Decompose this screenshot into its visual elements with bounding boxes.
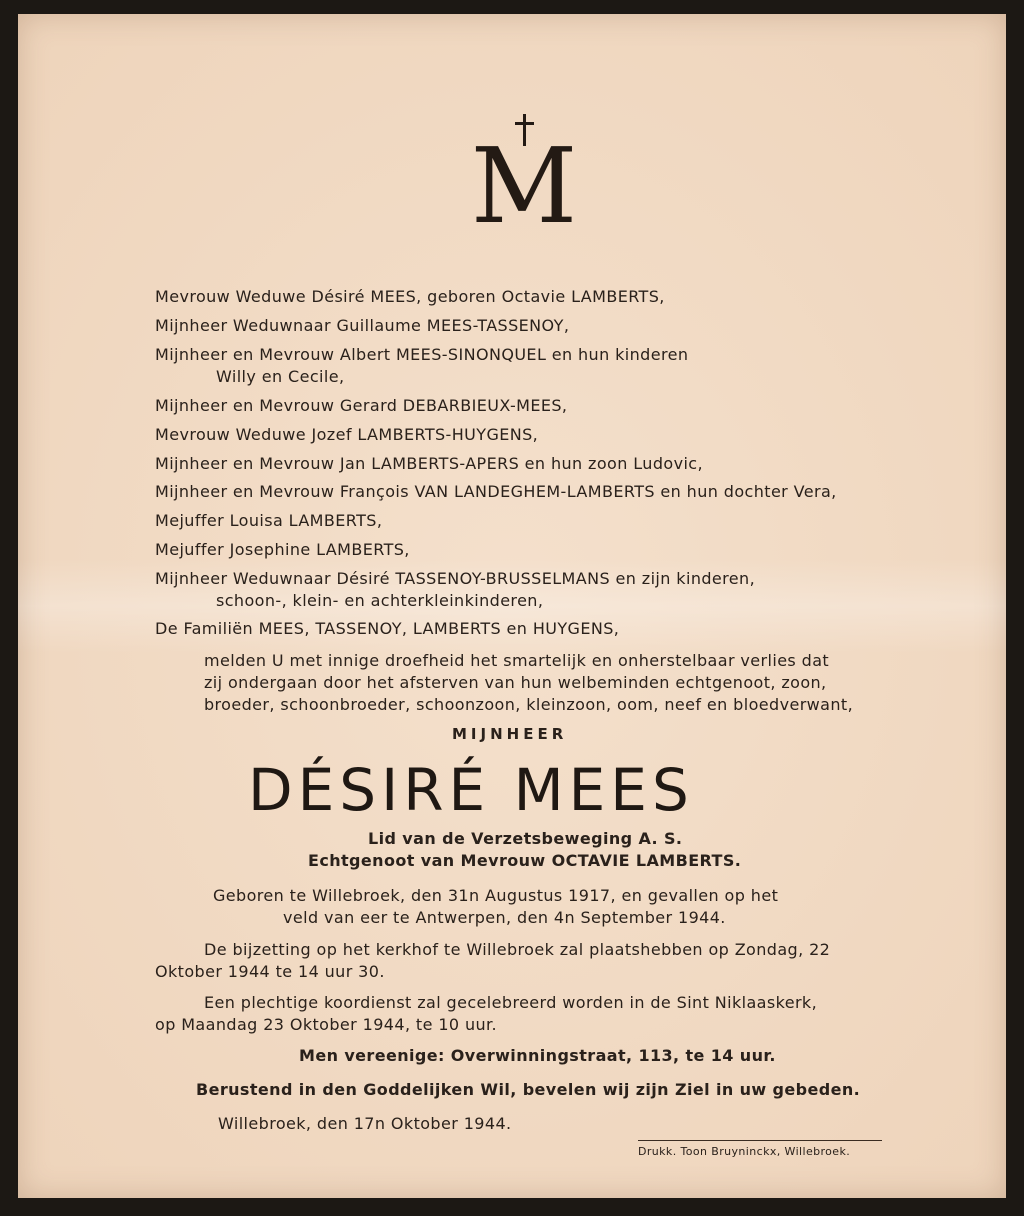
birth-line: Geboren te Willebroek, den 31n Augustus 1917, en gevallen op het xyxy=(213,886,779,905)
burial-line: Oktober 1944 te 14 uur 30. xyxy=(155,962,385,981)
prayer-line: Berustend in den Goddelijken Wil, bevelen wij zijn Ziel in uw gebeden. xyxy=(196,1080,861,1099)
announcement-line: zij ondergaan door het afsterven van hun welbeminden echtgenoot, zoon, xyxy=(204,673,827,692)
mourner-line: Mejuffer Louisa LAMBERTS, xyxy=(155,511,383,530)
svg-text:M: M xyxy=(470,125,578,230)
mourner-line: Mijnheer en Mevrouw Jan LAMBERTS-APERS en hun zoon Ludovic, xyxy=(155,454,703,473)
announcement-line: melden U met innige droefheid het smartelijk en onherstelbaar verlies dat xyxy=(204,651,830,670)
deceased-name: DÉSIRÉ MEES xyxy=(248,756,694,824)
mourner-line: Mevrouw Weduwe Jozef LAMBERTS-HUYGENS, xyxy=(155,425,539,444)
mourner-line: Mijnheer en Mevrouw Gerard DEBARBIEUX-MEES, xyxy=(155,396,568,415)
mourner-line: Mejuffer Josephine LAMBERTS, xyxy=(155,540,410,559)
announcement-line: broeder, schoonbroeder, schoonzoon, kleinzoon, oom, neef en bloedverwant, xyxy=(204,695,854,714)
birth-line: veld van eer te Antwerpen, den 4n September 1944. xyxy=(283,908,726,927)
mourner-line: Mijnheer Weduwnaar Désiré TASSENOY-BRUSSELMANS en zijn kinderen, xyxy=(155,569,756,588)
mourner-line: Mevrouw Weduwe Désiré MEES, geboren Octavie LAMBERTS, xyxy=(155,287,665,306)
mourner-line: Willy en Cecile, xyxy=(216,367,345,386)
burial-line: De bijzetting op het kerkhof te Willebroek zal plaatshebben op Zondag, 22 xyxy=(204,940,831,959)
service-line: op Maandag 23 Oktober 1944, te 10 uur. xyxy=(155,1015,498,1034)
mourner-line: schoon-, klein- en achterkleinkinderen, xyxy=(216,591,544,610)
spouse-line: Echtgenoot van Mevrouw OCTAVIE LAMBERTS. xyxy=(308,851,742,870)
mourner-line: Mijnheer en Mevrouw Albert MEES-SINONQUEL en hun kinderen xyxy=(155,345,689,364)
gathering-line: Men vereenige: Overwinningstraat, 113, te 14 uur. xyxy=(299,1046,776,1065)
mourner-line: Mijnheer en Mevrouw François VAN LANDEGHEM-LAMBERTS en hun dochter Vera, xyxy=(155,482,837,501)
place-date: Willebroek, den 17n Oktober 1944. xyxy=(218,1114,512,1133)
printer-divider xyxy=(638,1140,882,1141)
title-mijnheer: MIJNHEER xyxy=(452,725,568,743)
mourner-line: De Familiën MEES, TASSENOY, LAMBERTS en HUYGENS, xyxy=(155,619,620,638)
role-line: Lid van de Verzetsbeweging A. S. xyxy=(368,829,683,848)
service-line: Een plechtige koordienst zal gecelebreerd worden in de Sint Niklaaskerk, xyxy=(204,993,818,1012)
cross-monogram-m xyxy=(462,100,582,230)
mourner-line: Mijnheer Weduwnaar Guillaume MEES-TASSENOY, xyxy=(155,316,570,335)
printer-credit: Drukk. Toon Bruyninckx, Willebroek. xyxy=(638,1145,851,1158)
